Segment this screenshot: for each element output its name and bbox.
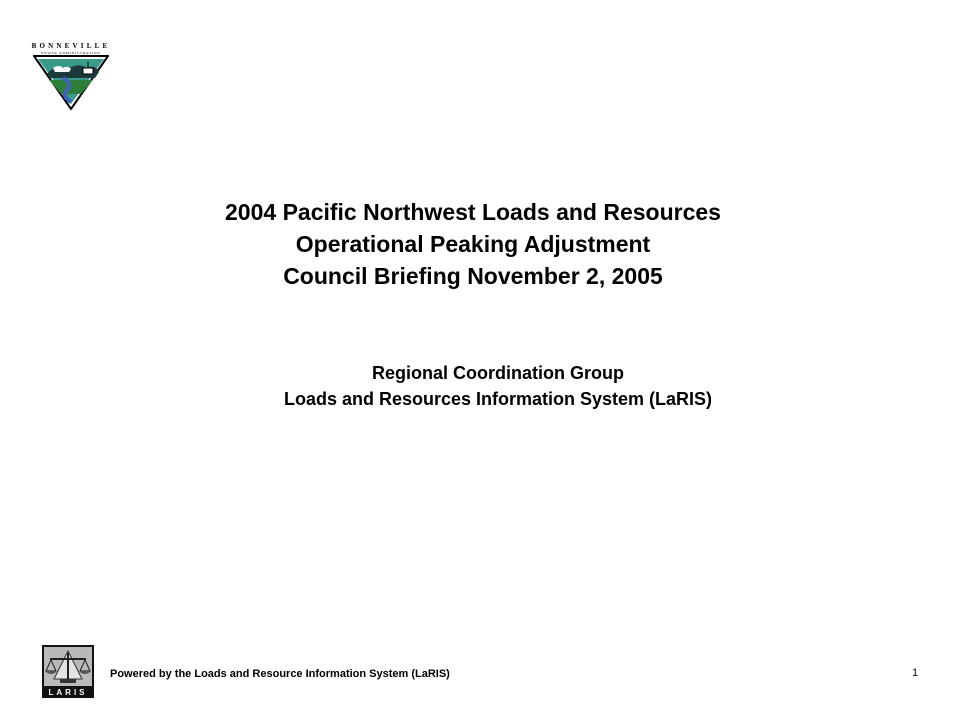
subtitle-line-1: Regional Coordination Group [372, 363, 624, 383]
footer-text: Powered by the Loads and Resource Information System (LaRIS) [110, 668, 450, 680]
bpa-logo [30, 42, 112, 110]
bpa-triangle-logo-icon [33, 54, 109, 110]
slide-subtitle [0, 360, 960, 412]
slide-number: 1 [912, 667, 919, 679]
subtitle-line-2: Loads and Resources Information System (LaRIS) [283, 389, 713, 409]
title-line-3: Council Briefing November 2, 2005 [283, 263, 663, 289]
slide-title [0, 196, 946, 292]
laris-logo [42, 645, 94, 698]
title-line-1: 2004 Pacific Northwest Loads and Resources [225, 199, 721, 225]
bpa-wordmark: BONNEVILLE [31, 42, 111, 50]
title-line-2: Operational Peaking Adjustment [295, 231, 651, 257]
bpa-subwordmark: POWER ADMINISTRATION [41, 51, 101, 55]
laris-scales-logo-icon [42, 645, 94, 698]
laris-logo-text: LARIS [48, 688, 88, 697]
